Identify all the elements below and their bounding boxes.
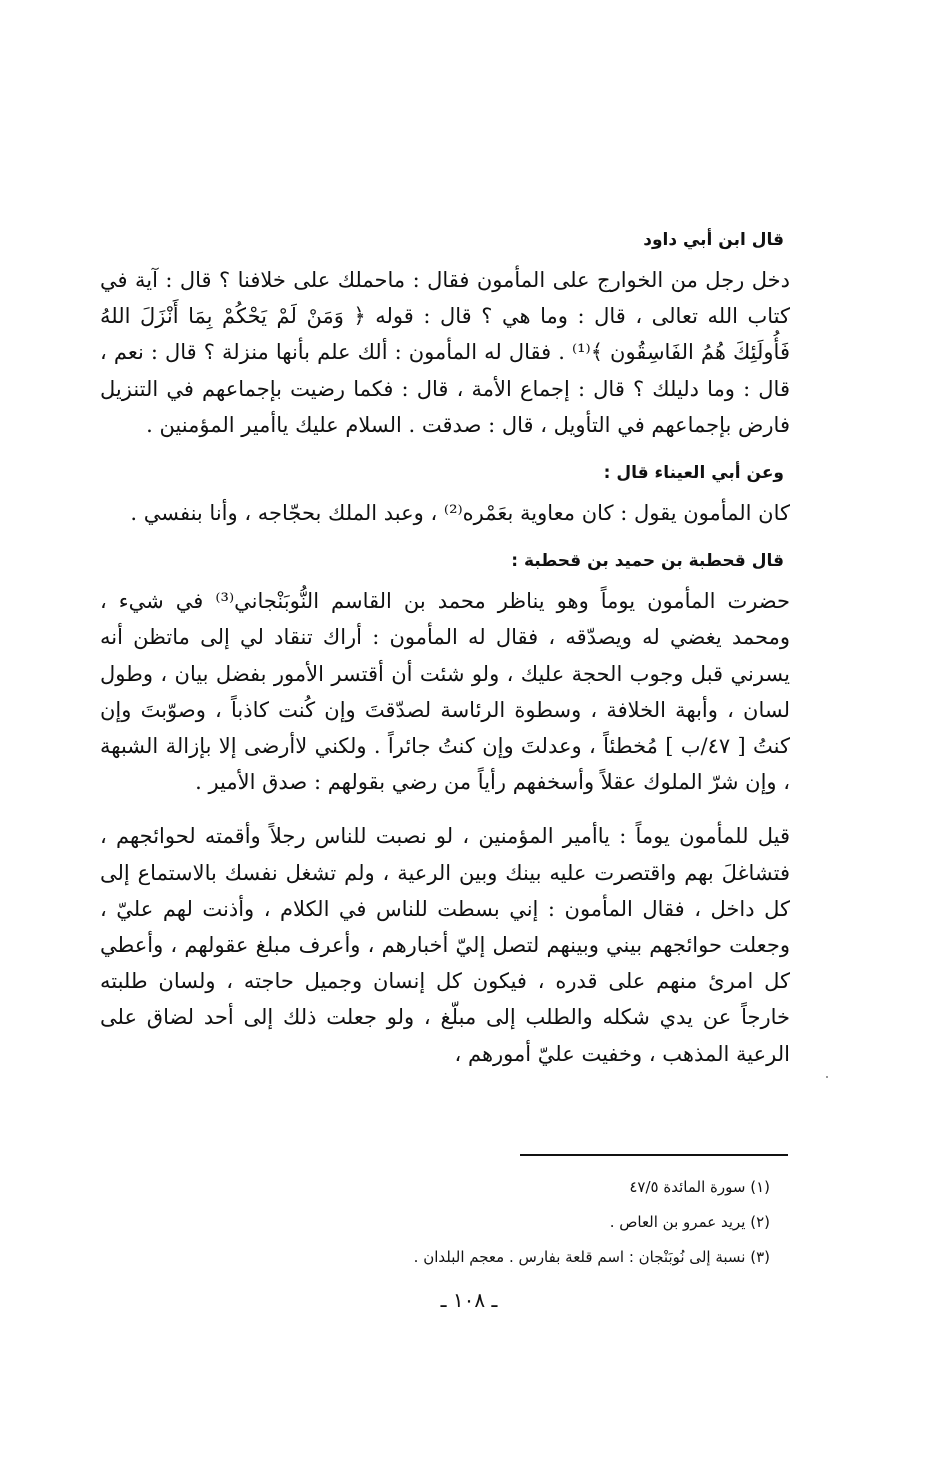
footnote-divider	[520, 1154, 788, 1156]
section-paragraph: حضرت المأمون يوماً وهو يناظر محمد بن القاسم النُّوبَنْجاني⁽³⁾ في شيء ، ومحمد يغضي له ويصدّقه ، فقال له المأمون : أراك تنقاد لي إلى ماتظن أنه يسرني قبل وجوب الحجة عليك ، ولو شئت أن أقتسر الأمور بفضل بيان ، وطول لسان ، وأبهة الخلافة ، وسطوة الرئاسة لصدّقتَ وإن كُنت كاذباً ، وصوّبتَ وإن كنتُ [ ٤٧/ب ] مُخطئاً ، وعدلتَ وإن كنتُ جائراً . ولكني لاأرضى إلا بإزالة الشبهة ، وإن شرّ الملوك عقلاً وأسخفهم رأياً من رضي بقولهم : صدق الأمير .	[100, 589, 791, 795]
section-ibn-abi-dawud	[100, 228, 790, 443]
section-paragraph: كان المأمون يقول : كان معاوية بعَمْره⁽²⁾ ، وعبد الملك بحجّاجه ، وأنا بنفسي .	[130, 501, 790, 526]
page-number: ـ ١٠٨ ـ	[440, 1288, 498, 1312]
footnote-2: (٢) يريد عمرو بن العاص .	[609, 1213, 770, 1231]
section-paragraph: دخل رجل من الخوارج على المأمون فقال : ماحملك على خلافنا ؟ قال : آية في كتاب الله تعالى ، قال : وما هي ؟ قال : قوله ﴿ وَمَنْ لَمْ يَحْكُمْ بِمَا أَنْزَلَ اللهُ فَأُولَئِكَ هُمُ الفَاسِقُون ﴾⁽¹⁾ . فقال له المأمون : ألك علم بأنها منزلة ؟ قال : نعم ، قال : وما دليلك ؟ قال : إجماع الأمة ، قال : فكما رضيت بإجماعهم في التنزيل فارض بإجماعهم في التأويل ، قال : صدقت . السلام عليك ياأمير المؤمنين .	[100, 268, 790, 437]
scan-speck	[826, 1076, 828, 1078]
main-text-column	[100, 228, 790, 1090]
section-heading: وعن أبي العيناء قال :	[603, 463, 784, 484]
footnote-1: (١) سورة المائدة ٤٧/٥	[629, 1178, 770, 1196]
section-qila-lil-mamun	[100, 818, 790, 1071]
footnote-3: (٣) نسبة إلى نُوبَنْجان : اسم قلعة بفارس . معجم البلدان .	[413, 1248, 770, 1266]
footnotes	[380, 1170, 770, 1275]
section-paragraph: قيل للمأمون يوماً : ياأمير المؤمنين ، لو نصبت للناس رجلاً وأقمته لحوائجهم ، فتشاغلَ بهم واقتصرت عليه بينك وبين الرعية ، ولم تشغل نفسك بالاستماع إلى كل داخل ، فقال المأمون : إني بسطت للناس في الكلام ، وأذنت لهم عليّ ، وجعلت حوائجهم بيني وبينهم لتصل إليّ أخبارهم ، وأعرف مبلغ عقولهم ، وأعطي كل امرئ منهم على قدره ، فيكون كل إنسان وجميل حاجته ، ولسان طلبته خارجاً عن يدي شكله والطلب إلى مبلّغ ، ولو جعلت ذلك إلى أحد لضاق على الرعية المذهب ، وخفيت عليّ أمورهم ،	[100, 824, 790, 1066]
section-qahtaba	[100, 549, 790, 800]
section-heading: قال ابن أبي داود	[643, 230, 784, 250]
section-abi-al-ayna	[100, 461, 790, 531]
section-heading: قال قحطبة بن حميد بن قحطبة :	[511, 551, 784, 572]
